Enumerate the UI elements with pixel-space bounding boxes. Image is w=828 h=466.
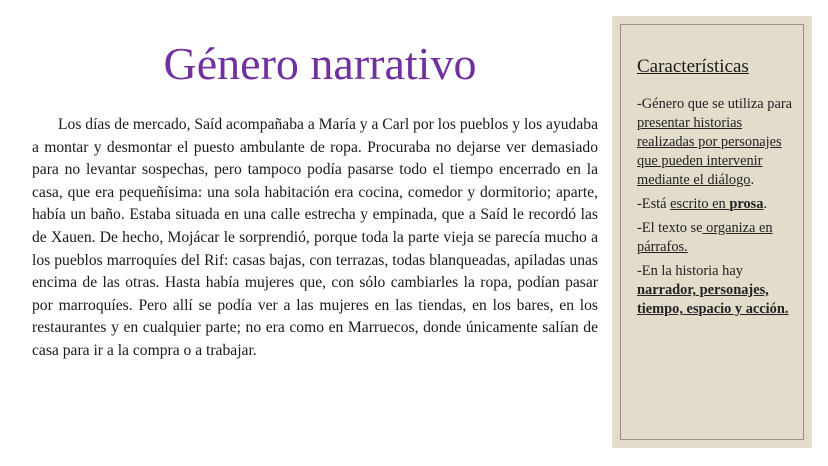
characteristics-heading: Características xyxy=(637,56,749,77)
item-prose-underlined xyxy=(670,196,763,212)
characteristic-item-definition xyxy=(637,95,795,190)
item-prose-bold: prosa xyxy=(729,196,764,212)
item-definition-suffix: . xyxy=(750,172,755,188)
item-prose-prefix: -Está xyxy=(637,196,671,212)
item-definition-emphasis: presentar historias realizadas por personajes que pueden intervenir mediante el diálogo xyxy=(637,115,782,188)
characteristics-panel xyxy=(612,16,812,448)
characteristic-item-elements xyxy=(637,262,795,319)
item-paragraphs-prefix: -El texto se xyxy=(637,220,703,236)
slide-title: Género narrativo xyxy=(163,38,477,89)
item-elements-bold: narrador, personajes, tiempo, espacio y acción. xyxy=(637,282,789,317)
characteristics-panel-frame xyxy=(620,24,804,440)
narrative-paragraph: Los días de mercado, Saíd acompañaba a María y a Carl por los pueblos y los ayudaba a montar y desmontar el puesto ambulante de ropa. Procuraba no dejarse ver demasiado para no levantar sospechas, pero tampoco podía pasarse todo el tiempo encerrado en la casa, que era pequeñísima: una sola habitación era cocina, comedor y dormitorio; aparte, había un baño. Estaba situada en una calle estrecha y empinada, que a Saíd le recordó las de Xauen. De hecho, Mojácar le sorprendió, porque toda la parte vieja se parecía mucho a los pueblos marroquíes del Rif: casas bajas, con terrazas, todas blanqueadas, apiladas unas encima de las otras. Hasta había mujeres que, con sólo cambiarles la ropa, podían pasar por marroquíes. Pero allí se podía ver a las mujeres en las tiendas, en los bares, en los restaurantes y en cualquier parte; no era como en Marruecos, donde únicamente salían de casa para ir a la compra o a trabajar. xyxy=(32,116,598,359)
item-definition-prefix: -Género que se utiliza para xyxy=(637,96,793,112)
item-prose-suffix: . xyxy=(763,196,768,212)
characteristic-item-paragraphs xyxy=(637,219,795,257)
item-paragraphs-underlined: organiza en párrafos. xyxy=(637,220,773,255)
item-prose-underlined-text: escrito en xyxy=(670,196,730,212)
item-elements-prefix: -En la historia hay xyxy=(637,263,743,279)
characteristic-item-prose xyxy=(637,195,795,214)
